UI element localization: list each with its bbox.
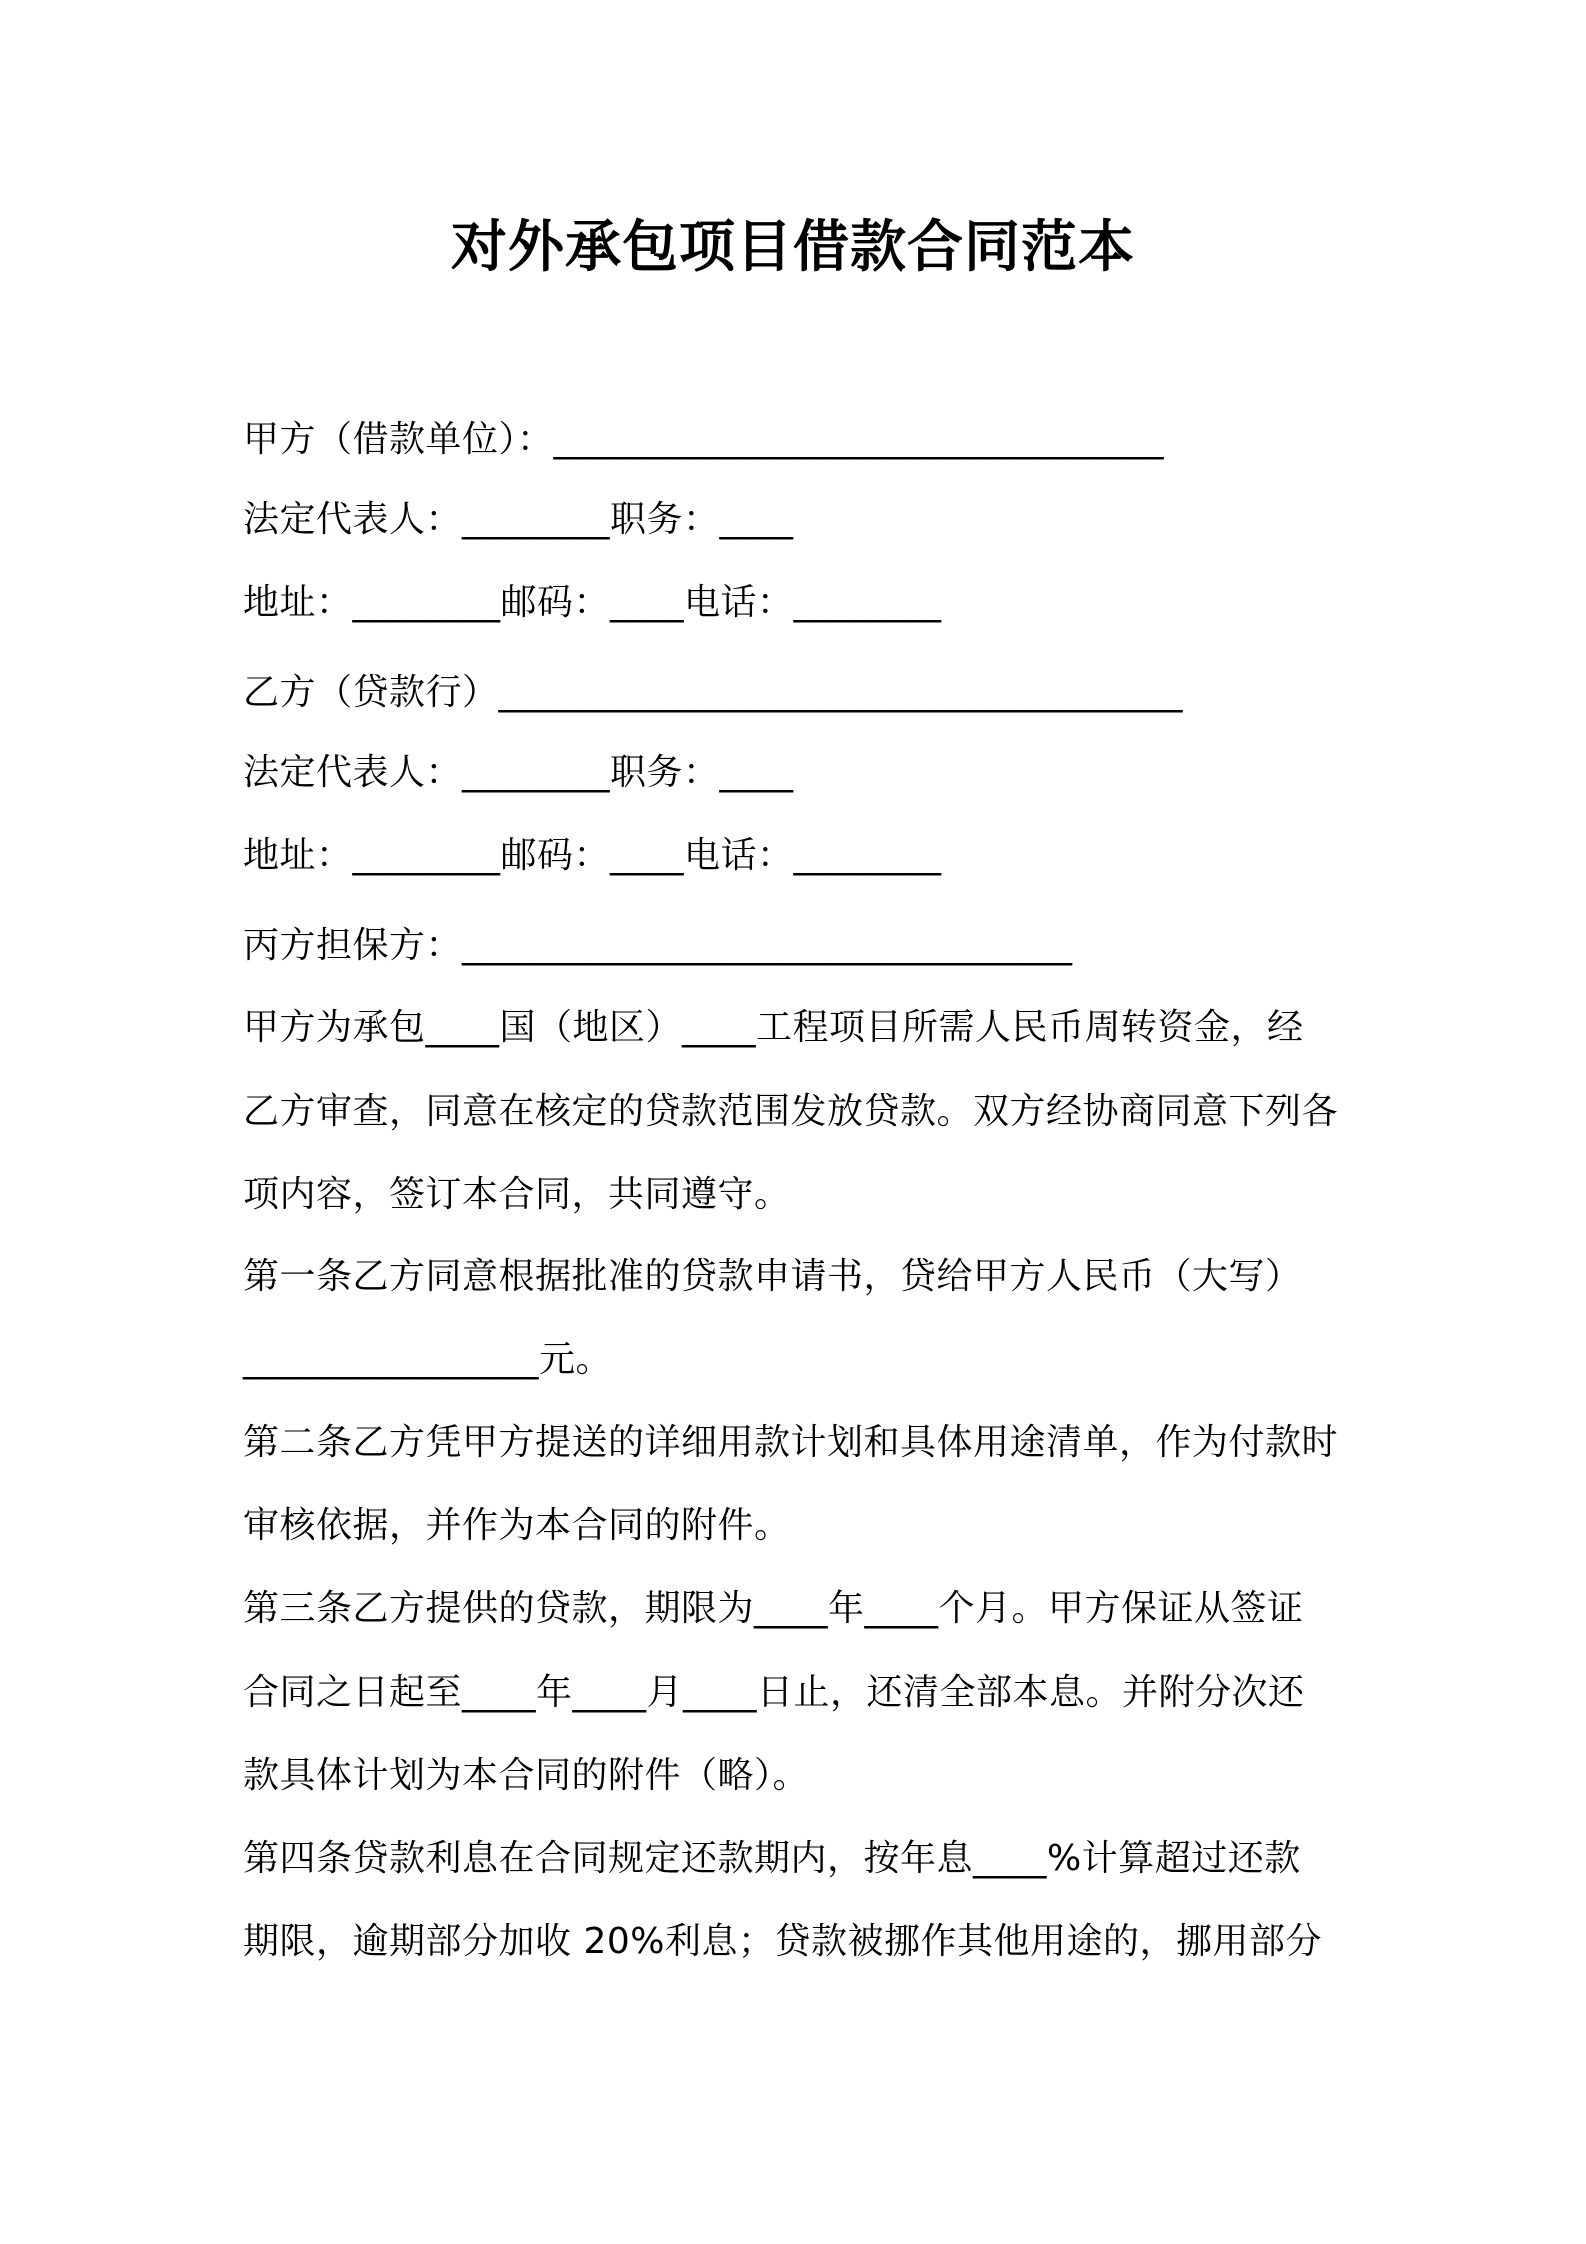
article-3-line-3: 款具体计划为本合同的附件（略）。: [243, 1755, 810, 1796]
article-3-line-1: 第三条乙方提供的贷款，期限为____年____个月。甲方保证从签证: [243, 1588, 1304, 1629]
party-b-representative-line: 法定代表人：________职务：____: [243, 752, 794, 793]
party-a-representative-line: 法定代表人：________职务：____: [243, 499, 794, 540]
preamble-line-3: 项内容，签订本合同，共同遵守。: [243, 1174, 791, 1215]
article-1-line-2: ________________元。: [243, 1339, 613, 1380]
party-a-borrower-line: 甲方（借款单位）：_________________________________: [243, 419, 1165, 460]
article-1-line-1: 第一条乙方同意根据批准的贷款申请书，贷给甲方人民币（大写）: [243, 1256, 1302, 1297]
article-3-line-2: 合同之日起至____年____月____日止，还清全部本息。并附分次还: [243, 1672, 1305, 1713]
article-2-line-2: 审核依据，并作为本合同的附件。: [243, 1505, 791, 1546]
document-title: 对外承包项目借款合同范本: [451, 215, 1135, 280]
party-b-lender-line: 乙方（贷款行）_____________________________________: [243, 672, 1184, 713]
preamble-line-2: 乙方审查，同意在核定的贷款范围发放贷款。双方经协商同意下列各: [243, 1091, 1339, 1132]
article-2-line-1: 第二条乙方凭甲方提送的详细用款计划和具体用途清单，作为付款时: [243, 1422, 1339, 1463]
preamble-line-1: 甲方为承包____国（地区）____工程项目所需人民币周转资金，经: [243, 1007, 1304, 1048]
article-4-line-2: 期限，逾期部分加收 20%利息；贷款被挪作其他用途的，挪用部分: [243, 1921, 1322, 1962]
party-c-guarantor-line: 丙方担保方：_________________________________: [243, 925, 1073, 966]
party-b-address-line: 地址：________邮码：____电话：________: [243, 835, 942, 876]
article-4-line-1: 第四条贷款利息在合同规定还款期内，按年息____%计算超过还款: [243, 1838, 1301, 1879]
party-a-address-line: 地址：________邮码：____电话：________: [243, 582, 942, 623]
